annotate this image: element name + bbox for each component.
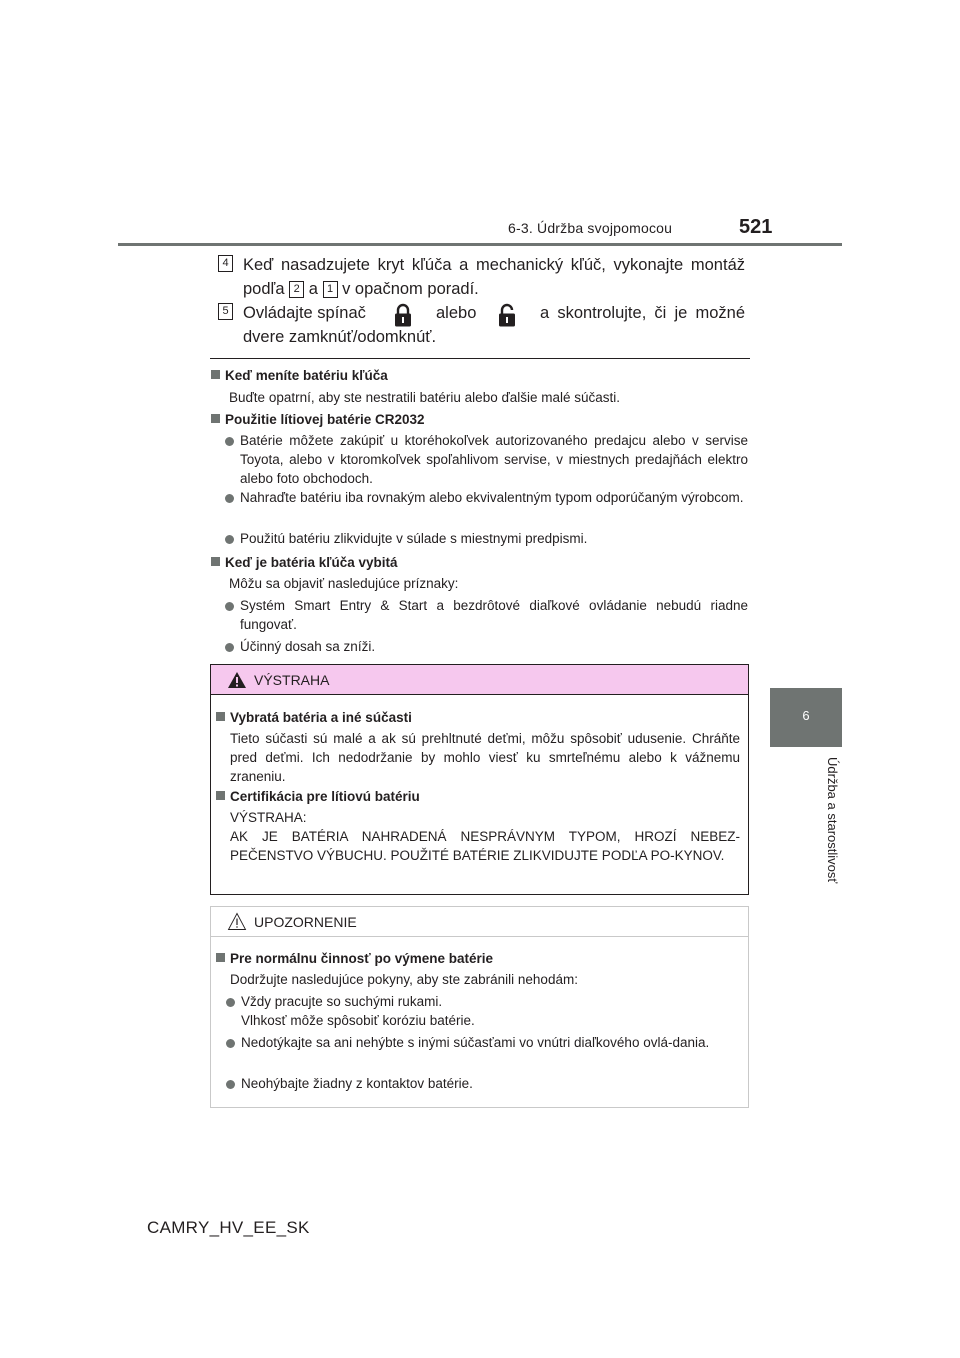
round-bullet-icon (225, 437, 234, 446)
note-3-text: Môžu sa objaviť nasledujúce príznaky: (229, 576, 459, 591)
warning-section-2-title (216, 787, 420, 806)
warning-section-2-text: AK JE BATÉRIA NAHRADENÁ NESPRÁVNYM TYPOM, HROZÍ NEBEZ-PEČENSTVO VÝBUCHU. POUŽITÉ BATÉRIE ZLIKVIDUJTE PODĽA PO-KYNOV. (230, 829, 740, 863)
square-bullet-icon (216, 791, 225, 800)
warning-section-2-line-1: VÝSTRAHA: (230, 810, 307, 825)
chapter-number: 6 (802, 708, 810, 723)
note-title-text: Keď je batéria kľúča vybitá (225, 555, 398, 570)
warning-box (210, 664, 749, 895)
warning-section-1-text: Tieto súčasti sú malé a ak sú prehltnuté deťmi, môžu spôsobiť udusenie. Chráňte pred deťmi. Ich nedodržanie by mohlo viesť ku smrteľnému alebo k vážnemu zraneniu. (230, 731, 740, 784)
chapter-title: Údržba a starostlivosť (825, 757, 840, 884)
warning-header (211, 665, 748, 695)
chapter-tab (770, 688, 842, 747)
note-1-title (211, 366, 388, 385)
note-2-bullet-2: Nahraďte batériu iba rovnakým alebo ekvivalentným typom odporúčaným výrobcom. (240, 490, 744, 505)
step-number: 5 (218, 303, 233, 320)
step-5-marker (218, 303, 233, 321)
caution-bullet-1-line-2: Vlhkosť môže spôsobiť koróziu batérie. (241, 1013, 475, 1028)
round-bullet-icon (226, 1080, 235, 1089)
square-bullet-icon (216, 953, 225, 962)
round-bullet-icon (225, 643, 234, 652)
caution-section-1-title (216, 949, 493, 968)
step-5-line-1-end: a skontrolujte, či je možné (540, 304, 745, 322)
note-title-text: Použitie lítiovej batérie CR2032 (225, 412, 425, 427)
caution-section-1-text: Dodržujte nasledujúce pokyny, aby ste zabránili nehodám: (230, 972, 578, 987)
step-text: a (308, 280, 318, 298)
note-3-bullet-2: Účinný dosah sa zníži. (240, 639, 376, 654)
step-5-alebo: alebo (436, 304, 477, 322)
step-number: 4 (218, 255, 233, 272)
caution-bullet-2: Nedotýkajte sa ani nehýbte s inými súčasťami vo vnútri diaľkového ovlá-dania. (241, 1035, 710, 1050)
square-bullet-icon (211, 557, 220, 566)
note-3-title (211, 553, 397, 572)
note-2-bullet-1: Batérie môžete zakúpiť u ktoréhokoľvek autorizovaného predajcu alebo v servise Toyota, alebo v ktoromkoľvek spoľahlivom servise, v miestnych predajňách elektro alebo foto obchodoch. (240, 433, 748, 486)
note-1-text: Buďte opatrní, aby ste nestratili batériu alebo ďalšie malé súčasti. (229, 390, 621, 405)
section-title: 6-3. Údržba svojpomocou (508, 220, 673, 236)
section-separator (210, 358, 750, 359)
step-text: podľa (243, 280, 285, 298)
caution-bullet-3: Neohýbajte žiadny z kontaktov batérie. (241, 1076, 473, 1091)
warning-section-1-title (216, 708, 412, 727)
caution-triangle-icon (227, 912, 247, 931)
step-text: v opačnom poradí. (342, 280, 479, 298)
lock-closed-icon (390, 303, 416, 327)
caution-bullet-1-line-1: Vždy pracujte so suchými rukami. (241, 994, 443, 1009)
note-3-bullet-1: Systém Smart Entry & Start a bezdrôtové diaľkové ovládanie nebudú riadne fungovať. (240, 598, 748, 632)
square-bullet-icon (211, 414, 220, 423)
square-bullet-icon (216, 712, 225, 721)
caution-title: UPOZORNENIE (254, 914, 357, 930)
caution-title-text: Pre normálnu činnosť po výmene batérie (230, 951, 494, 966)
note-2-bullet-3: Použitú batériu zlikvidujte v súlade s miestnymi predpismi. (240, 531, 588, 546)
round-bullet-icon (225, 602, 234, 611)
warning-title-text: Certifikácia pre lítiovú batériu (230, 789, 420, 804)
caution-box (210, 906, 749, 1108)
round-bullet-icon (226, 998, 235, 1007)
warning-title-text: Vybratá batéria a iné súčasti (230, 710, 412, 725)
document-code: CAMRY_HV_EE_SK (147, 1218, 310, 1237)
step-ref-2: 2 (289, 281, 304, 298)
chapter-title-vertical (760, 757, 840, 897)
step-5-line-2: dvere zamknúť/odomknúť. (243, 328, 437, 346)
page-number: 521 (739, 216, 773, 238)
step-5-line-1 (243, 302, 366, 324)
step-ref-1: 1 (323, 281, 338, 298)
step-4-marker (218, 255, 233, 273)
step-4-line-1: Keď nasadzujete kryt kľúča a mechanický kľúč, vykonajte montáž (243, 256, 745, 274)
warning-triangle-icon (227, 671, 247, 689)
step-text: Ovládajte spínač (243, 304, 366, 322)
note-2-title (211, 410, 425, 429)
square-bullet-icon (211, 370, 220, 379)
caution-header (211, 907, 748, 937)
round-bullet-icon (226, 1039, 235, 1048)
note-title-text: Keď meníte batériu kľúča (225, 368, 388, 383)
round-bullet-icon (225, 535, 234, 544)
header-rule (118, 243, 842, 246)
round-bullet-icon (225, 494, 234, 503)
lock-open-icon (494, 303, 520, 327)
step-4-line-2 (243, 278, 479, 300)
warning-title: VÝSTRAHA (254, 672, 330, 688)
